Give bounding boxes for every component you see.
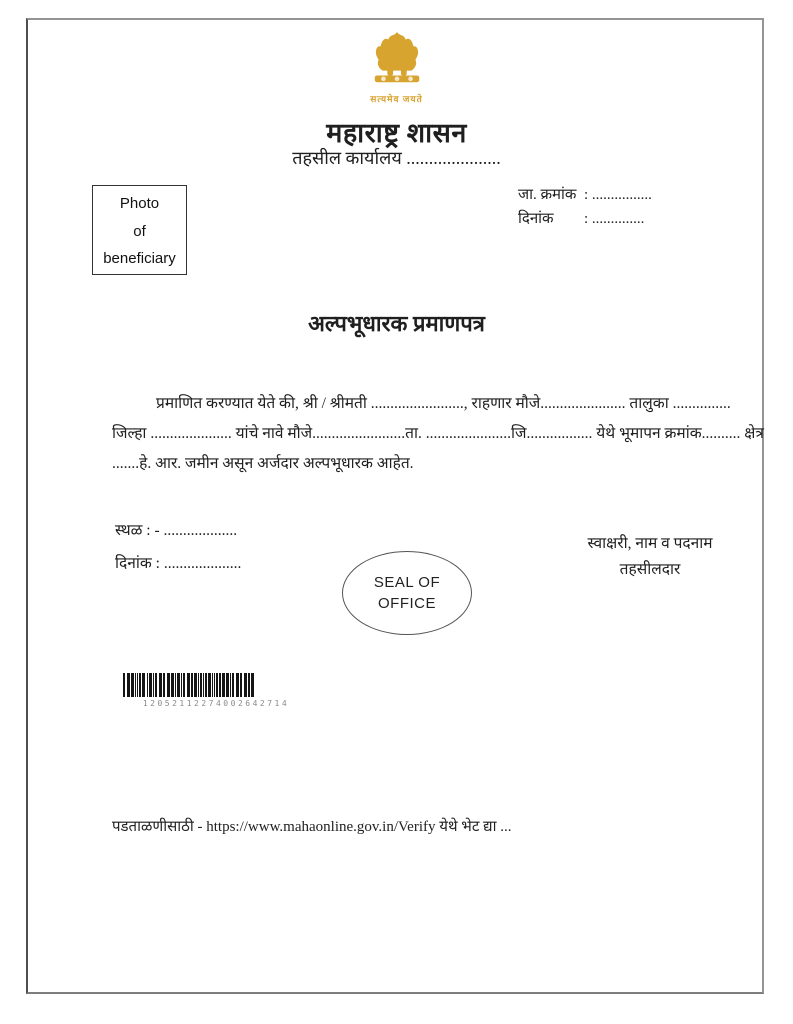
government-title: महाराष्ट्र शासन — [326, 118, 467, 148]
seal-line: SEAL OF — [373, 574, 441, 591]
photo-of-beneficiary-box — [92, 185, 187, 275]
place-line: स्थळ : - ................... — [115, 522, 238, 539]
signatory-designation: तहसीलदार — [619, 561, 681, 578]
emblem-motto: सत्यमेव जयते — [370, 94, 423, 104]
place-date-block — [115, 514, 241, 580]
photo-box-line: beneficiary — [103, 250, 176, 267]
barcode-number: 12052112274002642714 — [142, 699, 290, 708]
body-line: जिल्हा ..................... यांचे नावे मौजे........................ता. ......................जि................. येथे भूमापन क्रमांक.......... क्षेत्र — [112, 425, 764, 442]
reference-block — [518, 183, 652, 231]
signature-block — [555, 531, 745, 583]
office-line: तहसील कार्यालय ..................... — [292, 148, 501, 168]
ref-date-row — [518, 207, 652, 231]
ref-number-label: जा. क्रमांक — [518, 187, 577, 203]
signature-caption: स्वाक्षरी, नाम व पदनाम — [587, 535, 713, 552]
ashoka-emblem-icon — [366, 30, 428, 88]
seal-of-office — [342, 551, 472, 635]
body-line: .......हे. आर. जमीन असून अर्जदार अल्पभूधारक आहेत. — [112, 455, 414, 472]
date-line: दिनांक : .................... — [115, 555, 242, 572]
emblem-container — [0, 30, 793, 93]
ref-date-label: दिनांक — [518, 211, 554, 227]
photo-box-line: Photo — [119, 195, 160, 212]
certificate-body — [112, 389, 764, 479]
photo-box-line: of — [133, 222, 146, 240]
ref-date-value: : .............. — [584, 211, 645, 227]
barcode — [123, 673, 299, 697]
verification-footer: पडताळणीसाठी - https://www.mahaonline.gov.in/Verify येथे भेट द्या ... — [112, 819, 512, 835]
ref-number-row — [518, 183, 652, 207]
body-line: प्रमाणित करण्यात येते की, श्री / श्रीमती ........................, राहणार मौजे...................... तालुका ............... — [156, 395, 731, 412]
seal-line: OFFICE — [378, 595, 436, 612]
certificate-title: अल्पभूधारक प्रमाणपत्र — [308, 311, 485, 336]
ref-number-value: : ................ — [584, 187, 652, 203]
